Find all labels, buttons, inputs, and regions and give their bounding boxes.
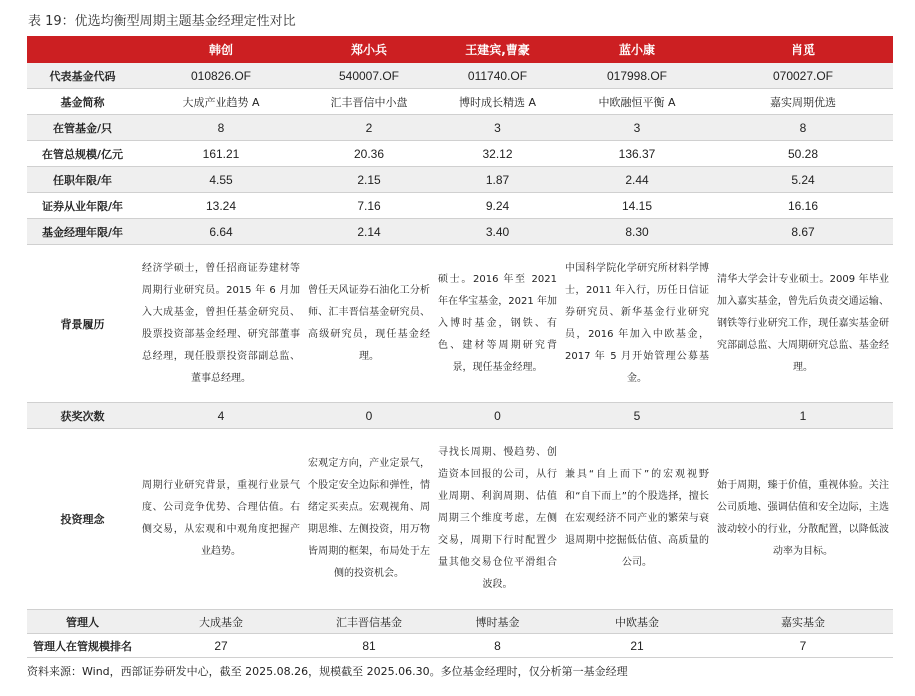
table-cell: 4 <box>138 403 304 429</box>
row-fund-code <box>27 63 893 89</box>
row-label: 在管基金/只 <box>27 115 138 141</box>
table-cell: 6.64 <box>138 219 304 245</box>
row-label: 投资理念 <box>27 429 138 610</box>
table-cell: 010826.OF <box>138 63 304 89</box>
row-label: 基金简称 <box>27 89 138 115</box>
table-cell: 3 <box>561 115 713 141</box>
header-manager-1: 韩创 <box>138 36 304 63</box>
table-cell: 经济学硕士，曾任招商证券建材等周期行业研究员。2015 年 6 月加入大成基金，曾担任基金研究员、股票投资部基金经理、研究部董事总经理，现任股票投资部副总监、董事总经理。 <box>138 245 304 403</box>
table-cell: 27 <box>138 634 304 658</box>
table-cell: 博时基金 <box>434 610 561 634</box>
row-awards <box>27 403 893 429</box>
table-cell: 5 <box>561 403 713 429</box>
table-cell: 8.67 <box>713 219 893 245</box>
row-total-aum <box>27 141 893 167</box>
table-cell: 011740.OF <box>434 63 561 89</box>
table-cell: 13.24 <box>138 193 304 219</box>
header-manager-5: 肖觅 <box>713 36 893 63</box>
table-cell: 1 <box>713 403 893 429</box>
table-cell: 硕士。2016 年至 2021 年在华宝基金，2021 年加入博时基金，钢铁、有色、建材等周期研究背景，现任基金经理。 <box>434 245 561 403</box>
table-cell: 博时成长精选 A <box>434 89 561 115</box>
row-background <box>27 245 893 403</box>
table-cell: 8 <box>138 115 304 141</box>
table-cell: 寻找长周期、慢趋势、创造资本回报的公司，从行业周期、利润周期、估值周期三个维度考虑，左侧交易，周期下行时配置少量其他交易仓位平滑组合波段。 <box>434 429 561 610</box>
row-company-rank <box>27 634 893 658</box>
table-cell: 4.55 <box>138 167 304 193</box>
header-corner <box>27 36 138 63</box>
row-label: 任职年限/年 <box>27 167 138 193</box>
row-manager-years <box>27 219 893 245</box>
row-label: 获奖次数 <box>27 403 138 429</box>
row-philosophy <box>27 429 893 610</box>
table-cell: 017998.OF <box>561 63 713 89</box>
table-cell: 21 <box>561 634 713 658</box>
table-cell: 0 <box>434 403 561 429</box>
table-title: 表 19：优选均衡型周期主题基金经理定性对比 <box>28 14 296 29</box>
table-cell: 中欧基金 <box>561 610 713 634</box>
table-cell: 7 <box>713 634 893 658</box>
table-cell: 8.30 <box>561 219 713 245</box>
row-company <box>27 610 893 634</box>
row-label: 代表基金代码 <box>27 63 138 89</box>
header-manager-2: 郑小兵 <box>304 36 434 63</box>
row-label: 证券从业年限/年 <box>27 193 138 219</box>
table-cell: 9.24 <box>434 193 561 219</box>
row-fund-name <box>27 89 893 115</box>
table-cell: 1.87 <box>434 167 561 193</box>
table-cell: 20.36 <box>304 141 434 167</box>
table-cell: 0 <box>304 403 434 429</box>
table-cell: 清华大学会计专业硕士。2009 年毕业加入嘉实基金，曾先后负责交通运输、钢铁等行业研究工作，现任嘉实基金研究部副总监、大周期研究总监、基金经理。 <box>713 245 893 403</box>
table-cell: 50.28 <box>713 141 893 167</box>
row-industry-years <box>27 193 893 219</box>
table-cell: 中国科学院化学研究所材料学博士，2011 年入行，历任日信证券研究员、新华基金行业研究员，2016 年加入中欧基金，2017 年 5 月开始管理公募基金。 <box>561 245 713 403</box>
header-row <box>27 36 893 63</box>
table-cell: 曾任天风证券石油化工分析师、汇丰晋信基金研究员、高级研究员，现任基金经理。 <box>304 245 434 403</box>
row-label: 管理人在管规模排名 <box>27 634 138 658</box>
table-cell: 136.37 <box>561 141 713 167</box>
table-cell: 32.12 <box>434 141 561 167</box>
header-manager-4: 蓝小康 <box>561 36 713 63</box>
table-cell: 7.16 <box>304 193 434 219</box>
table-cell: 周期行业研究背景，重视行业景气度、公司竞争优势、合理估值。右侧交易，从宏观和中观角度把握产业趋势。 <box>138 429 304 610</box>
table-cell: 始于周期，臻于价值，重视体验。关注公司质地、强调估值和安全边际，主选波动较小的行业，分散配置，以降低波动率为目标。 <box>713 429 893 610</box>
table-cell: 2.14 <box>304 219 434 245</box>
table-cell: 兼具“自上而下”的宏观视野和“自下而上”的个股选择，擅长在宏观经济不同产业的繁荣与衰退周期中挖掘低估值、高质量的公司。 <box>561 429 713 610</box>
table-cell: 14.15 <box>561 193 713 219</box>
table-cell: 8 <box>713 115 893 141</box>
table-cell: 汇丰晋信中小盘 <box>304 89 434 115</box>
row-tenure <box>27 167 893 193</box>
table-cell: 大成产业趋势 A <box>138 89 304 115</box>
table-cell: 16.16 <box>713 193 893 219</box>
table-cell: 3.40 <box>434 219 561 245</box>
fund-manager-comparison-table <box>27 36 893 658</box>
table-cell: 嘉实周期优选 <box>713 89 893 115</box>
table-cell: 3 <box>434 115 561 141</box>
row-fund-count <box>27 115 893 141</box>
row-label: 在管总规模/亿元 <box>27 141 138 167</box>
table-cell: 宏观定方向，产业定景气，个股定安全边际和弹性，情绪定买卖点。宏观视角、周期思维、左侧投资，用万物皆周期的框架，布局处于左侧的投资机会。 <box>304 429 434 610</box>
table-cell: 540007.OF <box>304 63 434 89</box>
table-cell: 汇丰晋信基金 <box>304 610 434 634</box>
row-label: 背景履历 <box>27 245 138 403</box>
table-cell: 5.24 <box>713 167 893 193</box>
table-cell: 2 <box>304 115 434 141</box>
table-cell: 嘉实基金 <box>713 610 893 634</box>
table-cell: 81 <box>304 634 434 658</box>
table-cell: 8 <box>434 634 561 658</box>
source-footnote: 资料来源：Wind，西部证券研发中心，截至 2025.08.26，规模截至 2025.06.30。多位基金经理时，仅分析第一基金经理 <box>27 665 628 678</box>
table-cell: 2.15 <box>304 167 434 193</box>
row-label: 基金经理年限/年 <box>27 219 138 245</box>
table-cell: 中欧融恒平衡 A <box>561 89 713 115</box>
table-cell: 161.21 <box>138 141 304 167</box>
table-cell: 大成基金 <box>138 610 304 634</box>
header-manager-3: 王建宾,曹豪 <box>434 36 561 63</box>
row-label: 管理人 <box>27 610 138 634</box>
table-cell: 070027.OF <box>713 63 893 89</box>
table-cell: 2.44 <box>561 167 713 193</box>
